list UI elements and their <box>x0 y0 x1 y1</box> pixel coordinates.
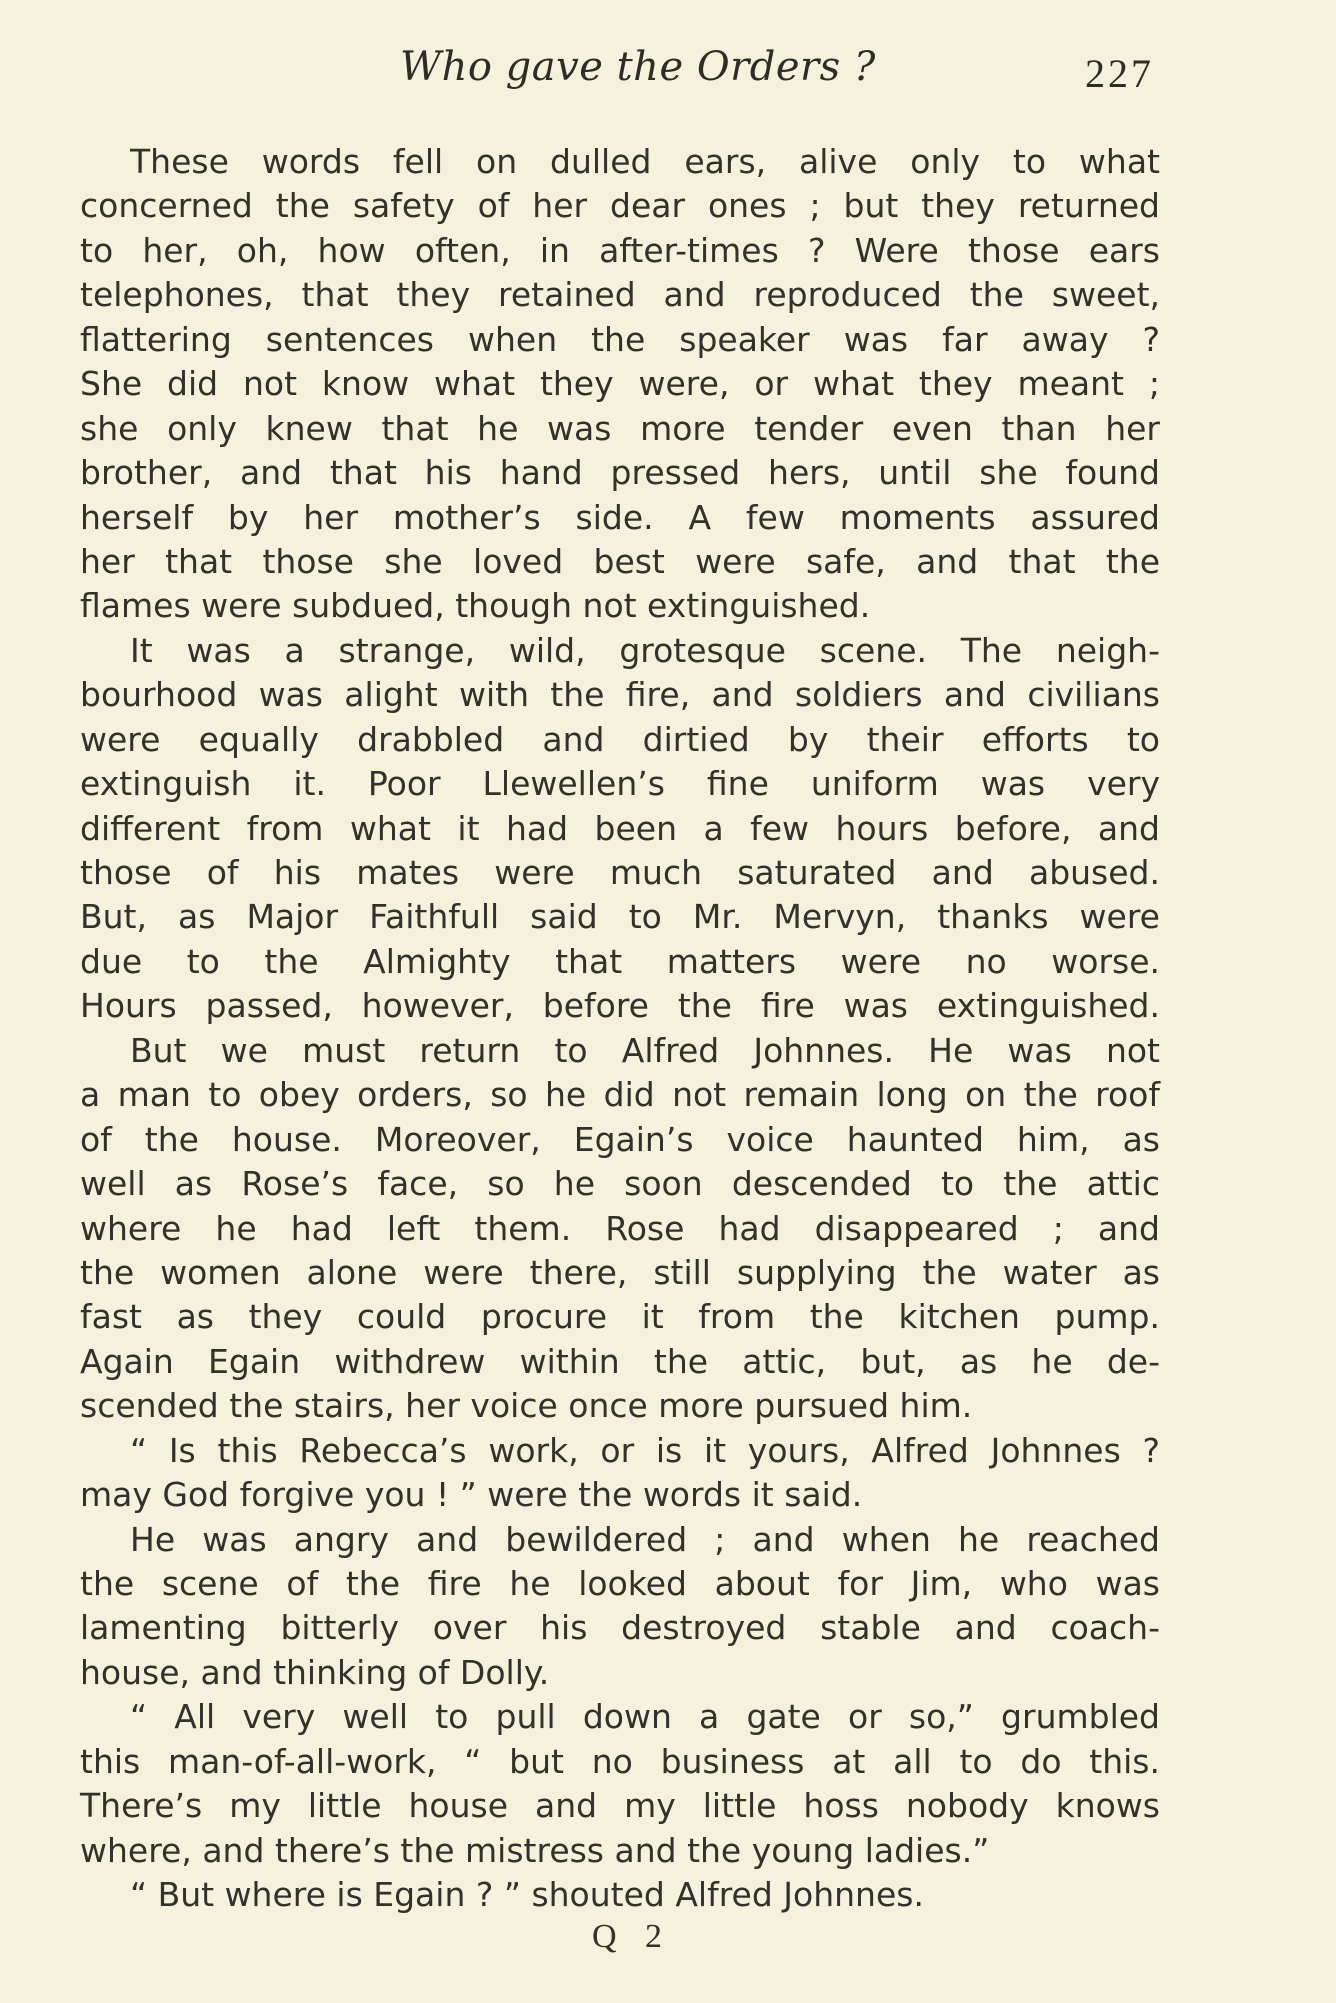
text-line: where, and there’s the mistress and the young ladies.” <box>80 1830 990 1870</box>
text-line: “ All very well to pull down a gate or so,” grumbled <box>130 1697 1160 1737</box>
text-line: flattering sentences when the speaker was far away ? <box>80 319 1160 359</box>
text-line: due to the Almighty that matters were no worse. <box>80 941 1160 981</box>
text-line: may God forgive you ! ” were the words it said. <box>80 1475 863 1515</box>
text-line: “ Is this Rebecca’s work, or is it yours, Alfred Johnnes ? <box>130 1430 1160 1470</box>
text-line: house, and thinking of Dolly. <box>80 1652 550 1692</box>
text-line: But, as Major Faithfull said to Mr. Mervyn, thanks were <box>80 897 1160 937</box>
text-line: He was angry and bewildered ; and when he reached <box>130 1519 1160 1559</box>
text-line: the women alone were there, still supplying the water as <box>80 1252 1160 1292</box>
text-line: well as Rose’s face, so he soon descended to the attic <box>80 1164 1160 1204</box>
text-line: the scene of the fire he looked about for Jim, who was <box>80 1564 1160 1603</box>
body-text <box>80 140 1160 1918</box>
text-line: brother, and that his hand pressed hers, until she found <box>80 453 1160 493</box>
text-line: this man-of-all-work, “ but no business at all to do this. <box>80 1741 1160 1781</box>
text-line: She did not know what they were, or what they meant ; <box>80 364 1160 404</box>
signature-mark: Q 2 <box>592 1918 673 1955</box>
text-line: lamenting bitterly over his destroyed stable and coach- <box>80 1608 1160 1648</box>
text-line: where he had left them. Rose had disappeared ; and <box>80 1208 1160 1248</box>
text-line: “ But where is Egain ? ” shouted Alfred Johnnes. <box>130 1875 924 1915</box>
text-line: she only knew that he was more tender even than her <box>80 408 1160 448</box>
text-line: It was a strange, wild, grotesque scene. The neigh- <box>130 630 1160 670</box>
page-number: 227 <box>1085 51 1154 96</box>
text-line: bourhood was alight with the fire, and soldiers and civilians <box>80 675 1160 715</box>
text-line: fast as they could procure it from the kitchen pump. <box>80 1297 1160 1337</box>
text-line: But we must return to Alfred Johnnes. He was not <box>130 1030 1160 1070</box>
text-line: telephones, that they retained and reproduced the sweet, <box>80 275 1160 315</box>
text-line: herself by her mother’s side. A few moments assured <box>80 497 1160 537</box>
text-line: scended the stairs, her voice once more pursued him. <box>80 1386 973 1426</box>
text-line: were equally drabbled and dirtied by their efforts to <box>80 719 1160 759</box>
text-line: those of his mates were much saturated and abused. <box>80 853 1160 892</box>
text-line: of the house. Moreover, Egain’s voice haunted him, as <box>80 1119 1160 1159</box>
text-line: flames were subdued, though not extinguished. <box>80 586 871 626</box>
text-line: to her, oh, how often, in after-times ? Were those ears <box>80 230 1160 270</box>
text-line: different from what it had been a few hours before, and <box>80 808 1160 848</box>
text-line: a man to obey orders, so he did not remain long on the roof <box>80 1075 1160 1115</box>
running-title: Who gave the Orders ? <box>400 44 876 90</box>
text-line: Again Egain withdrew within the attic, but, as he de- <box>80 1341 1160 1381</box>
text-line: There’s my little house and my little hoss nobody knows <box>80 1786 1160 1826</box>
page-header <box>80 44 1180 104</box>
text-line: These words fell on dulled ears, alive only to what <box>130 142 1160 181</box>
text-line: her that those she loved best were safe, and that the <box>80 541 1160 581</box>
text-line: extinguish it. Poor Llewellen’s fine uniform was very <box>80 764 1160 804</box>
text-line: concerned the safety of her dear ones ; but they returned <box>80 186 1160 226</box>
text-line: Hours passed, however, before the fire was extinguished. <box>80 986 1160 1026</box>
